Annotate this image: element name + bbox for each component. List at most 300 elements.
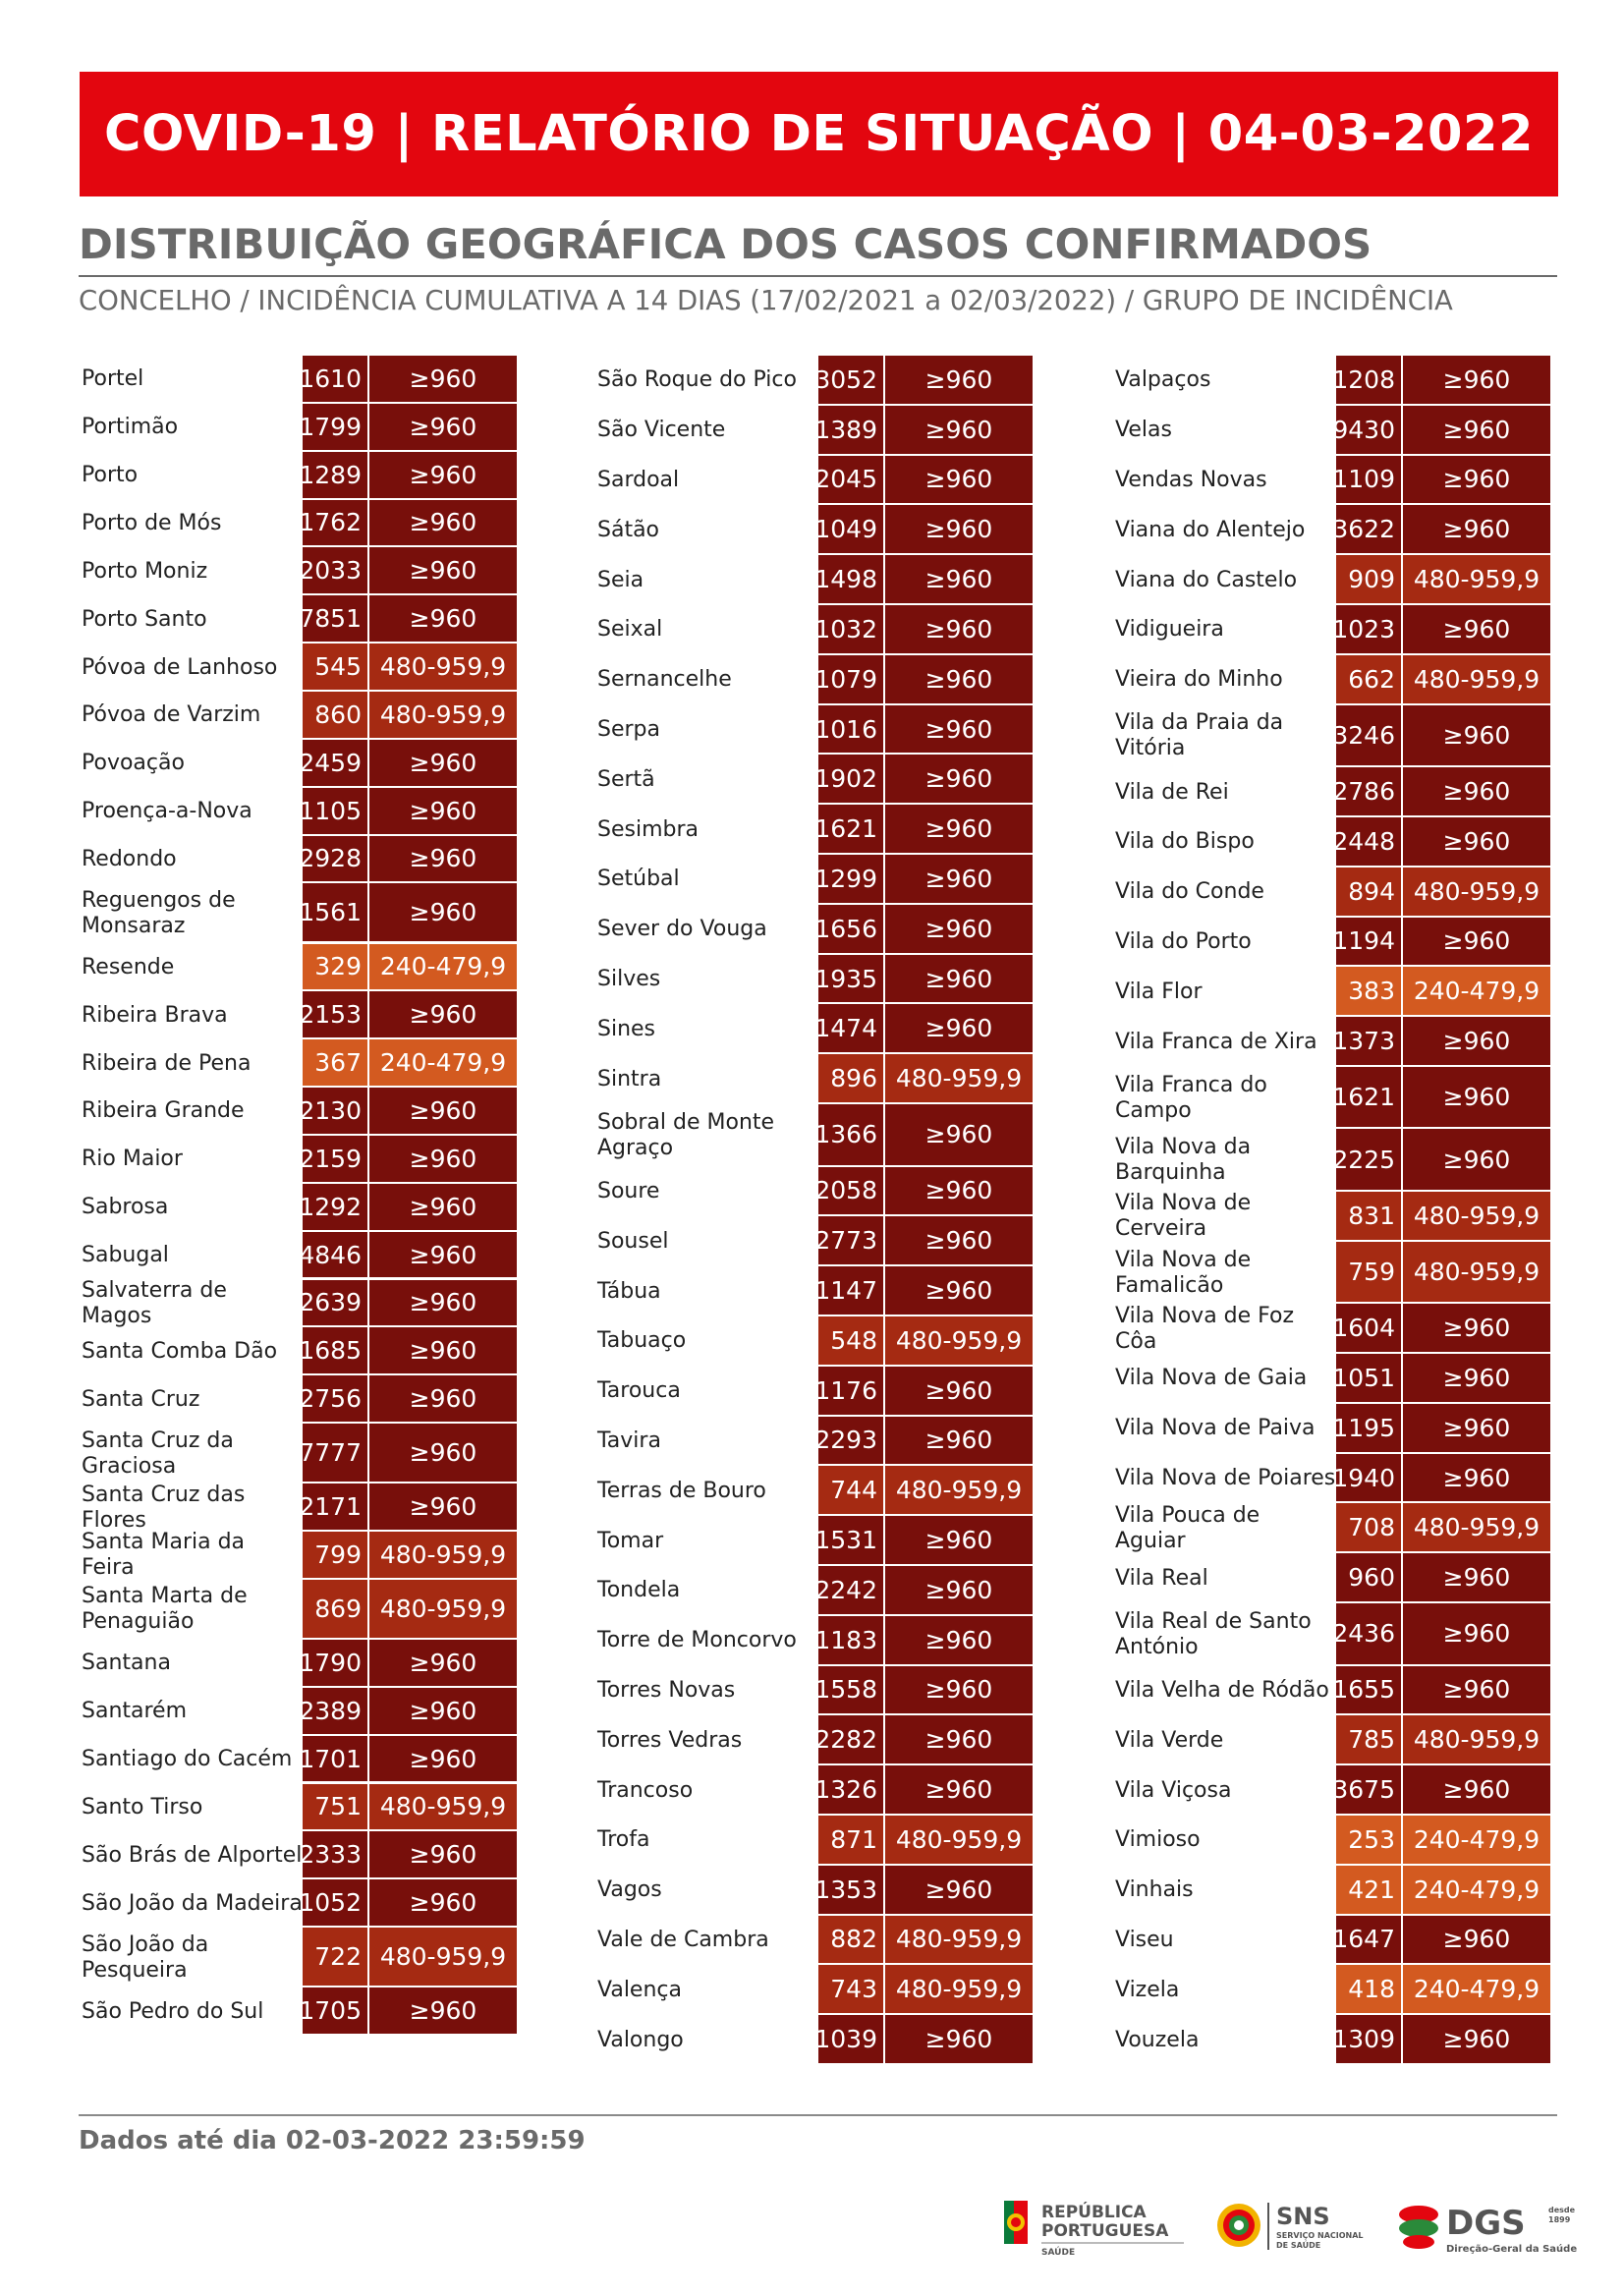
incidence-cells <box>1332 1666 1550 1716</box>
municipality-name: Portel <box>82 366 144 392</box>
incidence-value: 1183 <box>818 1616 885 1664</box>
incidence-value: 4846 <box>303 1232 369 1278</box>
incidence-group: ≥960 <box>885 1866 1033 1914</box>
table-row <box>1113 605 1550 655</box>
incidence-cells <box>1332 1017 1550 1067</box>
municipality-name: Setúbal <box>597 867 680 892</box>
incidence-group: ≥960 <box>369 740 517 786</box>
table-row <box>80 547 517 595</box>
incidence-cells <box>299 1375 517 1424</box>
municipality-name: Tábua <box>597 1278 661 1304</box>
report-title-banner <box>80 72 1558 196</box>
incidence-group: ≥960 <box>1403 505 1550 553</box>
incidence-value: 1032 <box>818 605 885 653</box>
incidence-value: 1531 <box>818 1516 885 1564</box>
incidence-group: ≥960 <box>885 1216 1033 1264</box>
municipality-name: Vagos <box>597 1877 662 1903</box>
table-row <box>80 500 517 548</box>
incidence-value: 1655 <box>1336 1666 1403 1714</box>
table-row <box>595 1616 1033 1666</box>
municipality-name: Salvaterra de Magos <box>82 1277 227 1328</box>
incidence-value: 860 <box>303 692 369 738</box>
incidence-cells <box>299 836 517 884</box>
table-row <box>80 356 517 404</box>
table-row <box>595 955 1033 1005</box>
incidence-group: ≥960 <box>369 1688 517 1734</box>
incidence-group: 240-479,9 <box>1403 1866 1550 1914</box>
incidence-group: ≥960 <box>885 1417 1033 1465</box>
table-row <box>1113 1067 1550 1130</box>
table-row <box>80 1424 517 1483</box>
incidence-value: 759 <box>1336 1242 1403 1303</box>
sns-ring-center <box>1234 2220 1244 2230</box>
incidence-value: 2282 <box>818 1715 885 1763</box>
municipality-name: Porto <box>82 463 139 488</box>
municipality-name: Santiago do Cacém <box>82 1747 293 1772</box>
dgs-mark-bottom <box>1403 2235 1434 2249</box>
incidence-group: ≥960 <box>885 1616 1033 1664</box>
incidence-cells <box>818 1316 1033 1367</box>
municipality-name: Tondela <box>597 1578 681 1603</box>
incidence-value: 367 <box>303 1039 369 1086</box>
table-row <box>595 1417 1033 1467</box>
incidence-group: ≥960 <box>885 805 1033 853</box>
incidence-group: ≥960 <box>885 655 1033 703</box>
table-row <box>80 1136 517 1184</box>
municipality-name: Seia <box>597 567 644 592</box>
municipality-name: Vieira do Minho <box>1115 667 1283 693</box>
table-row <box>80 1784 517 1832</box>
municipality-name: Vila de Rei <box>1115 779 1229 805</box>
table-row <box>595 1266 1033 1316</box>
incidence-value: 3675 <box>1336 1765 1403 1814</box>
incidence-cells <box>814 1216 1033 1266</box>
municipality-name: Trancoso <box>597 1777 694 1803</box>
table-row <box>595 705 1033 756</box>
table-row <box>595 356 1033 406</box>
table-row <box>80 1039 517 1088</box>
incidence-group: 480-959,9 <box>369 1784 517 1830</box>
incidence-cells <box>814 1004 1033 1054</box>
table-row <box>595 1765 1033 1816</box>
table-row <box>80 836 517 884</box>
municipality-name: Tomar <box>597 1528 664 1553</box>
incidence-group: ≥960 <box>1403 2015 1550 2063</box>
incidence-group: ≥960 <box>1403 1765 1550 1814</box>
section-subtitle: CONCELHO / INCIDÊNCIA CUMULATIVA A 14 DIAS (17/02/2021 a 02/03/2022) / GRUPO DE INCIDÊNCIA <box>79 285 1453 316</box>
report-title: COVID-19 | RELATÓRIO DE SITUAÇÃO | 04-03-2022 <box>104 105 1534 163</box>
logo-sns-sub2: DE SAÚDE <box>1276 2241 1321 2250</box>
municipality-name: Ribeira Brava <box>82 1002 228 1028</box>
incidence-value: 329 <box>303 944 369 990</box>
incidence-cells <box>814 456 1033 506</box>
incidence-cells <box>299 404 517 452</box>
municipality-name: Sesimbra <box>597 816 699 842</box>
incidence-value: 253 <box>1336 1816 1403 1864</box>
municipality-name: Vila da Praia da Vitória <box>1115 710 1284 761</box>
municipality-name: Vila Nova de Gaia <box>1115 1366 1308 1391</box>
incidence-cells <box>303 1784 517 1832</box>
municipality-name: Ribeira de Pena <box>82 1050 252 1076</box>
incidence-group: 480-959,9 <box>1403 1192 1550 1240</box>
incidence-group: 480-959,9 <box>885 1466 1033 1514</box>
incidence-value: 894 <box>1336 868 1403 916</box>
incidence-value: 2153 <box>303 991 369 1037</box>
incidence-cells <box>1332 605 1550 655</box>
incidence-cells <box>1336 868 1550 918</box>
table-row <box>595 1866 1033 1916</box>
incidence-value: 1079 <box>818 655 885 703</box>
incidence-value: 421 <box>1336 1866 1403 1914</box>
incidence-cells <box>1332 918 1550 968</box>
incidence-value: 882 <box>818 1916 885 1964</box>
municipality-name: Porto de Mós <box>82 510 222 535</box>
incidence-cells <box>299 1136 517 1184</box>
incidence-value: 545 <box>303 644 369 690</box>
incidence-group: ≥960 <box>885 755 1033 803</box>
incidence-cells <box>299 1879 517 1928</box>
incidence-cells <box>1332 1454 1550 1504</box>
table-row <box>80 404 517 452</box>
municipality-name: Sever do Vouga <box>597 917 767 942</box>
incidence-value: 785 <box>1336 1715 1403 1763</box>
section-divider <box>79 275 1557 277</box>
municipality-name: Velas <box>1115 418 1172 443</box>
incidence-value: 1109 <box>1336 456 1403 504</box>
table-row <box>1113 1816 1550 1866</box>
table-row <box>80 1580 517 1640</box>
table-row <box>595 2015 1033 2065</box>
incidence-cells <box>299 1483 517 1532</box>
incidence-cells <box>818 1816 1033 1866</box>
incidence-value: 1147 <box>818 1266 885 1315</box>
incidence-group: 480-959,9 <box>1403 1503 1550 1551</box>
municipality-name: Valença <box>597 1977 682 2002</box>
incidence-value: 799 <box>303 1532 369 1578</box>
incidence-group: ≥960 <box>1403 705 1550 766</box>
incidence-cells <box>818 1466 1033 1516</box>
incidence-cells <box>303 1928 517 1987</box>
logo-republica-line3: SAÚDE <box>1041 2248 1076 2258</box>
incidence-cells <box>299 883 517 943</box>
table-row <box>80 1736 517 1784</box>
incidence-group: 480-959,9 <box>369 1928 517 1986</box>
incidence-cells <box>814 605 1033 655</box>
incidence-group: ≥960 <box>885 505 1033 553</box>
table-row <box>595 555 1033 605</box>
incidence-group: ≥960 <box>885 1715 1033 1763</box>
incidence-group: ≥960 <box>885 1167 1033 1215</box>
municipality-name: Sintra <box>597 1066 662 1092</box>
incidence-group: ≥960 <box>369 836 517 882</box>
incidence-value: 1051 <box>1336 1354 1403 1402</box>
municipality-name: Vila Franca de Xira <box>1115 1029 1317 1054</box>
table-row <box>1113 1866 1550 1916</box>
incidence-group: 480-959,9 <box>885 1316 1033 1365</box>
flag-shield-icon <box>1011 2217 1021 2227</box>
municipality-name: Soure <box>597 1178 660 1203</box>
incidence-group: 480-959,9 <box>1403 555 1550 603</box>
municipality-name: Vila Pouca de Aguiar <box>1115 1502 1260 1553</box>
incidence-value: 9430 <box>1336 406 1403 454</box>
data-cutoff-date: Dados até dia 02-03-2022 23:59:59 <box>79 2126 586 2155</box>
municipality-name: Póvoa de Varzim <box>82 702 261 728</box>
municipality-name: Santa Marta de Penaguião <box>82 1584 248 1635</box>
incidence-cells <box>814 755 1033 805</box>
table-row <box>1113 555 1550 605</box>
municipality-name: Sabugal <box>82 1243 169 1268</box>
incidence-value: 2436 <box>1336 1603 1403 1664</box>
municipality-name: Vimioso <box>1115 1827 1201 1853</box>
incidence-value: 2448 <box>1336 817 1403 866</box>
municipality-name: Vila Nova de Paiva <box>1115 1416 1316 1441</box>
incidence-value: 1289 <box>303 452 369 498</box>
incidence-value: 2242 <box>818 1566 885 1614</box>
municipality-name: São Pedro do Sul <box>82 1998 264 2024</box>
table-row <box>1113 1017 1550 1067</box>
incidence-group: 480-959,9 <box>369 692 517 738</box>
municipality-name: Reguengos de Monsaraz <box>82 887 236 938</box>
incidence-cells <box>1332 456 1550 506</box>
incidence-group: ≥960 <box>369 404 517 450</box>
table-row <box>1113 655 1550 705</box>
municipality-name: Vila Real <box>1115 1565 1208 1591</box>
incidence-group: 480-959,9 <box>1403 655 1550 703</box>
incidence-cells <box>299 1232 517 1280</box>
logo-dgs-since2: 1899 <box>1548 2215 1571 2224</box>
incidence-group: ≥960 <box>885 605 1033 653</box>
incidence-value: 1049 <box>818 505 885 553</box>
table-row <box>595 1216 1033 1266</box>
dgs-mark-middle <box>1399 2219 1438 2237</box>
incidence-value: 2159 <box>303 1136 369 1182</box>
municipality-name: Vila Flor <box>1115 979 1203 1004</box>
table-row <box>595 855 1033 905</box>
municipality-name: Vidigueira <box>1115 617 1224 643</box>
incidence-cells <box>814 1715 1033 1765</box>
municipality-name: Sertã <box>597 766 655 792</box>
incidence-value: 1498 <box>818 555 885 603</box>
municipality-name: Santana <box>82 1651 171 1676</box>
municipality-name: Sobral de Monte Agraço <box>597 1109 775 1160</box>
table-row <box>595 1965 1033 2015</box>
incidence-group: ≥960 <box>885 456 1033 504</box>
incidence-value: 1621 <box>1336 1067 1403 1128</box>
incidence-group: 480-959,9 <box>1403 1715 1550 1763</box>
incidence-cells <box>299 547 517 595</box>
incidence-value: 1195 <box>1336 1404 1403 1452</box>
incidence-cells <box>299 1640 517 1688</box>
municipality-name: Torres Novas <box>597 1677 736 1703</box>
incidence-cells <box>299 1088 517 1136</box>
incidence-value: 869 <box>303 1580 369 1638</box>
incidence-value: 1326 <box>818 1765 885 1814</box>
table-row <box>1113 868 1550 918</box>
table-row <box>80 1987 517 2036</box>
table-row <box>1113 505 1550 555</box>
incidence-value: 896 <box>818 1054 885 1102</box>
table-row <box>80 1232 517 1280</box>
incidence-group: 480-959,9 <box>885 1054 1033 1102</box>
incidence-value: 1561 <box>303 883 369 941</box>
incidence-value: 743 <box>818 1965 885 2013</box>
table-row <box>80 595 517 644</box>
incidence-value: 1105 <box>303 788 369 834</box>
municipality-name: Viseu <box>1115 1927 1174 1952</box>
incidence-value: 1685 <box>303 1327 369 1373</box>
incidence-cells <box>814 955 1033 1005</box>
incidence-cells <box>1336 655 1550 705</box>
municipality-name: São Roque do Pico <box>597 367 797 393</box>
incidence-group: ≥960 <box>1403 456 1550 504</box>
incidence-group: 480-959,9 <box>885 1816 1033 1864</box>
incidence-cells <box>818 1916 1033 1966</box>
municipality-name: Trofa <box>597 1827 650 1853</box>
incidence-group: ≥960 <box>369 1088 517 1134</box>
incidence-group: ≥960 <box>1403 1553 1550 1601</box>
incidence-group: ≥960 <box>369 1375 517 1422</box>
incidence-value: 1299 <box>818 855 885 903</box>
municipality-name: Vila Nova de Foz Côa <box>1115 1303 1295 1354</box>
incidence-cells <box>814 2015 1033 2065</box>
table-row <box>80 883 517 943</box>
municipality-name: Sernancelhe <box>597 667 732 693</box>
section-title: DISTRIBUIÇÃO GEOGRÁFICA DOS CASOS CONFIRMADOS <box>79 220 1372 268</box>
table-row <box>595 1566 1033 1616</box>
incidence-cells <box>1332 1067 1550 1130</box>
table-row <box>1113 1129 1550 1192</box>
incidence-cells <box>299 1688 517 1736</box>
incidence-group: ≥960 <box>885 1104 1033 1165</box>
municipality-name: Sabrosa <box>82 1195 169 1220</box>
incidence-group: ≥960 <box>885 2015 1033 2063</box>
incidence-cells <box>1336 1242 1550 1305</box>
incidence-cells <box>1332 705 1550 768</box>
incidence-group: ≥960 <box>369 1327 517 1373</box>
incidence-value: 2130 <box>303 1088 369 1134</box>
incidence-group: ≥960 <box>369 595 517 642</box>
republica-portuguesa-saude-logo <box>1002 2191 1189 2260</box>
incidence-cells <box>814 1104 1033 1167</box>
incidence-group: 480-959,9 <box>885 1965 1033 2013</box>
table-row <box>80 452 517 500</box>
incidence-cells <box>814 705 1033 756</box>
incidence-group: ≥960 <box>885 406 1033 454</box>
incidence-cells <box>814 1266 1033 1316</box>
table-row <box>1113 1666 1550 1716</box>
incidence-cells <box>303 692 517 740</box>
incidence-value: 2333 <box>303 1831 369 1877</box>
incidence-value: 1208 <box>1336 356 1403 404</box>
incidence-group: 240-479,9 <box>369 1039 517 1086</box>
incidence-group: ≥960 <box>369 1987 517 2034</box>
incidence-value: 1389 <box>818 406 885 454</box>
incidence-group: 240-479,9 <box>1403 1965 1550 2013</box>
incidence-cells <box>1336 555 1550 605</box>
incidence-group: ≥960 <box>369 1184 517 1230</box>
incidence-value: 1039 <box>818 2015 885 2063</box>
incidence-value: 871 <box>818 1816 885 1864</box>
incidence-group: ≥960 <box>369 1831 517 1877</box>
incidence-group: ≥960 <box>369 1879 517 1926</box>
logo-republica-line1: REPÚBLICA <box>1041 2203 1147 2222</box>
incidence-cells <box>814 1765 1033 1816</box>
incidence-cells <box>814 1666 1033 1716</box>
incidence-cells <box>814 855 1033 905</box>
incidence-value: 2786 <box>1336 767 1403 815</box>
incidence-group: ≥960 <box>1403 1017 1550 1065</box>
table-row <box>80 1184 517 1232</box>
table-row <box>80 1879 517 1928</box>
municipality-name: Seixal <box>597 617 663 643</box>
incidence-group: ≥960 <box>369 1736 517 1782</box>
table-row <box>1113 1242 1550 1305</box>
incidence-value: 1762 <box>303 500 369 546</box>
table-row <box>1113 1354 1550 1404</box>
incidence-value: 7777 <box>303 1424 369 1482</box>
municipality-name: Torre de Moncorvo <box>597 1628 797 1653</box>
municipality-name: São João da Madeira <box>82 1890 303 1916</box>
logo-republica-line2: PORTUGUESA <box>1041 2221 1169 2241</box>
incidence-group: ≥960 <box>1403 767 1550 815</box>
incidence-group: ≥960 <box>1403 1067 1550 1128</box>
incidence-cells <box>303 1039 517 1088</box>
incidence-cells <box>303 944 517 992</box>
municipality-name: Santarém <box>82 1699 188 1724</box>
incidence-value: 2033 <box>303 547 369 593</box>
incidence-group: ≥960 <box>1403 356 1550 404</box>
table-row <box>1113 356 1550 406</box>
logo-dgs-since1: desde <box>1548 2206 1576 2214</box>
table-row <box>1113 1965 1550 2015</box>
incidence-cells <box>1332 2015 1550 2065</box>
table-row <box>80 1375 517 1424</box>
incidence-group: ≥960 <box>369 1640 517 1686</box>
incidence-cells <box>818 1054 1033 1104</box>
incidence-cells <box>1336 1553 1550 1603</box>
table-row <box>80 1688 517 1736</box>
incidence-cells <box>299 452 517 500</box>
incidence-cells <box>814 1367 1033 1417</box>
table-row <box>595 1516 1033 1566</box>
incidence-cells <box>814 805 1033 855</box>
municipality-name: Proença-a-Nova <box>82 799 252 824</box>
table-row <box>595 1316 1033 1367</box>
incidence-value: 1353 <box>818 1866 885 1914</box>
incidence-value: 662 <box>1336 655 1403 703</box>
incidence-group: ≥960 <box>369 1232 517 1278</box>
incidence-value: 1366 <box>818 1104 885 1165</box>
incidence-group: 480-959,9 <box>369 1580 517 1638</box>
municipality-name: Viana do Alentejo <box>1115 517 1306 542</box>
logo-sns-sub1: SERVIÇO NACIONAL <box>1276 2231 1364 2240</box>
municipality-name: Valongo <box>597 2027 684 2052</box>
municipality-name: Vila Nova de Famalicão <box>1115 1247 1252 1298</box>
incidence-value: 1292 <box>303 1184 369 1230</box>
incidence-group: ≥960 <box>369 991 517 1037</box>
incidence-group: ≥960 <box>369 1136 517 1182</box>
incidence-value: 1309 <box>1336 2015 1403 2063</box>
municipality-name: Vinhais <box>1115 1877 1194 1903</box>
table-row <box>595 1466 1033 1516</box>
incidence-value: 3246 <box>1336 705 1403 766</box>
incidence-group: ≥960 <box>885 1666 1033 1714</box>
municipality-name: Ribeira Grande <box>82 1098 245 1124</box>
incidence-value: 2293 <box>818 1417 885 1465</box>
incidence-group: ≥960 <box>885 955 1033 1003</box>
incidence-group: ≥960 <box>1403 817 1550 866</box>
incidence-cells <box>299 991 517 1039</box>
